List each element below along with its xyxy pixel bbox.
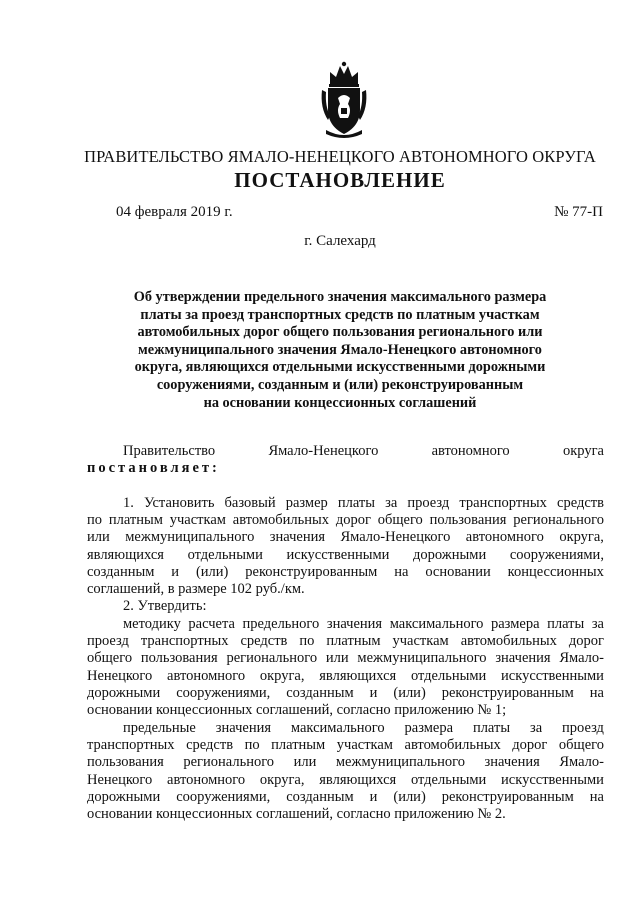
word: Ямало- [559, 754, 604, 771]
word: созданным [87, 563, 155, 580]
heading-line: автомобильных дорог общего пользования регионального или [137, 324, 543, 341]
heading-line: межмуниципального значения Ямало-Ненецкого автономного [138, 341, 542, 358]
word: средств [186, 737, 234, 754]
word: пользования [87, 754, 164, 771]
word: методику [123, 616, 181, 632]
word: общего [558, 737, 604, 754]
word: размера [404, 720, 454, 736]
word: Ненецкого [87, 771, 153, 788]
paragraph-line [87, 529, 604, 546]
word: автомобильных [404, 737, 501, 754]
word: общего [87, 650, 133, 667]
paragraph-line [87, 754, 604, 771]
word: платным [271, 737, 326, 754]
word: платным [108, 512, 163, 529]
word: или [87, 529, 110, 546]
word: значения [484, 754, 540, 771]
word: предельного [242, 616, 320, 632]
word: дорожными [87, 788, 161, 805]
paragraph-line [87, 685, 604, 702]
word: автономного [167, 667, 246, 684]
word: значения [269, 529, 326, 546]
word: транспортных [459, 495, 547, 511]
word: дорог [335, 512, 371, 529]
word: сооружениями, [176, 788, 271, 805]
word: Установить [143, 495, 215, 511]
word: (или) [393, 788, 426, 805]
word: искусственными [501, 667, 604, 684]
word: за [385, 495, 398, 511]
word: Ямало-Ненецкого [268, 443, 379, 459]
paragraph-line [87, 737, 604, 754]
word: пользования [140, 650, 218, 667]
word: по [244, 737, 260, 754]
word: регионального [226, 650, 318, 667]
word: межмуниципального [125, 529, 255, 546]
word: сооружениями, [509, 546, 604, 563]
word: и [369, 788, 378, 805]
document-heading [100, 289, 580, 412]
word: автономного [167, 771, 246, 788]
document-date: 04 февраля 2019 г. [116, 204, 233, 220]
word: округа, [259, 667, 305, 684]
word: по [87, 512, 103, 529]
decree-word: постановляет: [87, 460, 220, 477]
word: Ямало-Ненецкого [340, 529, 451, 546]
word: (или) [195, 563, 229, 580]
word: автономного [431, 443, 510, 459]
word: участкам [169, 512, 226, 529]
word: общего [377, 512, 423, 529]
word: размера [491, 616, 540, 632]
word: являющихся [87, 546, 164, 563]
heading-line: округа, являющихся отдельными искусственными дорожными [134, 359, 546, 376]
word: участкам [392, 633, 449, 650]
word: и [171, 563, 180, 580]
word: за [529, 720, 543, 736]
method-paragraph [87, 616, 604, 719]
document-type: ПОСТАНОВЛЕНИЕ [234, 168, 446, 192]
word: реконструированным [441, 684, 574, 701]
word: значения [326, 616, 383, 632]
word: средств [557, 495, 604, 511]
paragraph-line [87, 633, 604, 650]
heading-line: платы за проезд транспортных средств по платным участкам [140, 306, 540, 323]
word: концессионных [507, 563, 604, 580]
word: Ямало- [559, 650, 604, 667]
word: реконструированным [245, 563, 378, 580]
word: автономного [465, 529, 544, 546]
word: межмуниципального [357, 650, 487, 667]
word: автомобильных [460, 633, 557, 650]
word: дорожными [87, 684, 161, 701]
word: проезд [407, 495, 450, 511]
word: дорог [512, 737, 548, 754]
preamble-line [87, 443, 604, 460]
word: по [299, 633, 315, 650]
word: транспортных [140, 633, 229, 650]
word: являющихся [319, 667, 397, 684]
word: платным [326, 633, 381, 650]
word: участкам [336, 737, 393, 754]
word: размер [285, 495, 328, 511]
word: на [589, 788, 604, 805]
word: платы [547, 616, 585, 632]
word: транспортных [87, 737, 175, 754]
paragraph-line: основании концессионных соглашений, согласно приложению № 1; [87, 702, 507, 719]
word: округа, [259, 771, 305, 788]
word: основании [425, 563, 491, 580]
word: дорожными [413, 546, 487, 563]
word: искусственными [501, 771, 604, 788]
word: или [293, 754, 317, 771]
item-2-label: 2. Утвердить: [123, 598, 207, 615]
word: автомобильных [232, 512, 329, 529]
word: значения [215, 720, 272, 736]
paragraph-line [87, 512, 604, 529]
word: Правительство [123, 443, 216, 459]
word: платы [337, 495, 376, 511]
word: значения [495, 650, 551, 667]
word: дорог [568, 633, 604, 650]
word: Ненецкого [87, 667, 153, 684]
word: отдельными [187, 546, 263, 563]
word: округа, [559, 529, 604, 546]
word: сооружениями, [176, 684, 271, 701]
heading-line: Об утверждении предельного значения максимального размера [133, 289, 547, 305]
paragraph-line: основании концессионных соглашений, согласно приложению № 2. [87, 806, 506, 823]
word: отдельными [410, 771, 487, 788]
paragraph-line [87, 789, 604, 806]
word: являющихся [319, 771, 397, 788]
document-number: № 77-П [554, 204, 603, 220]
paragraph-line [87, 720, 604, 737]
word: базовый [224, 495, 276, 511]
word: средств [240, 633, 288, 650]
word: пользования [429, 512, 507, 529]
paragraph-line [87, 495, 604, 512]
paragraph-line [87, 564, 604, 581]
word: отдельными [410, 667, 487, 684]
word: созданным [286, 684, 354, 701]
word: округа [562, 443, 604, 459]
word: 1. [123, 495, 134, 511]
word: или [325, 650, 349, 667]
word: созданным [286, 788, 354, 805]
word: за [591, 616, 604, 632]
paragraph-line [87, 668, 604, 685]
limits-paragraph [87, 720, 604, 823]
paragraph-line [87, 650, 604, 667]
heading-line: сооружениями, созданным и (или) реконструированным [156, 376, 524, 393]
word: проезд [562, 720, 604, 736]
paragraph-line [87, 772, 604, 789]
government-name: ПРАВИТЕЛЬСТВО ЯМАЛО-НЕНЕЦКОГО АВТОНОМНОГО ОКРУГА [84, 147, 596, 166]
word: проезд [87, 633, 129, 650]
word: максимального [389, 616, 484, 632]
preamble [87, 443, 604, 477]
word: предельные [123, 720, 196, 736]
word: расчета [188, 616, 235, 632]
word: на [394, 563, 409, 580]
document-city: г. Салехард [304, 233, 376, 249]
paragraph-line [87, 547, 604, 564]
word: регионального [513, 512, 604, 529]
word: платы [472, 720, 511, 736]
word: и [369, 684, 378, 701]
item-1 [87, 495, 604, 615]
paragraph-line: соглашений, в размере 102 руб./км. [87, 581, 305, 598]
word: (или) [393, 684, 426, 701]
paragraph-line [87, 616, 604, 633]
word: на [589, 684, 604, 701]
word: межмуниципального [335, 754, 465, 771]
heading-line: на основании концессионных соглашений [203, 394, 477, 411]
word: максимального [290, 720, 385, 736]
yamal-coat-of-arms-icon [318, 60, 370, 140]
word: реконструированным [441, 788, 574, 805]
word: искусственными [286, 546, 390, 563]
word: регионального [183, 754, 275, 771]
